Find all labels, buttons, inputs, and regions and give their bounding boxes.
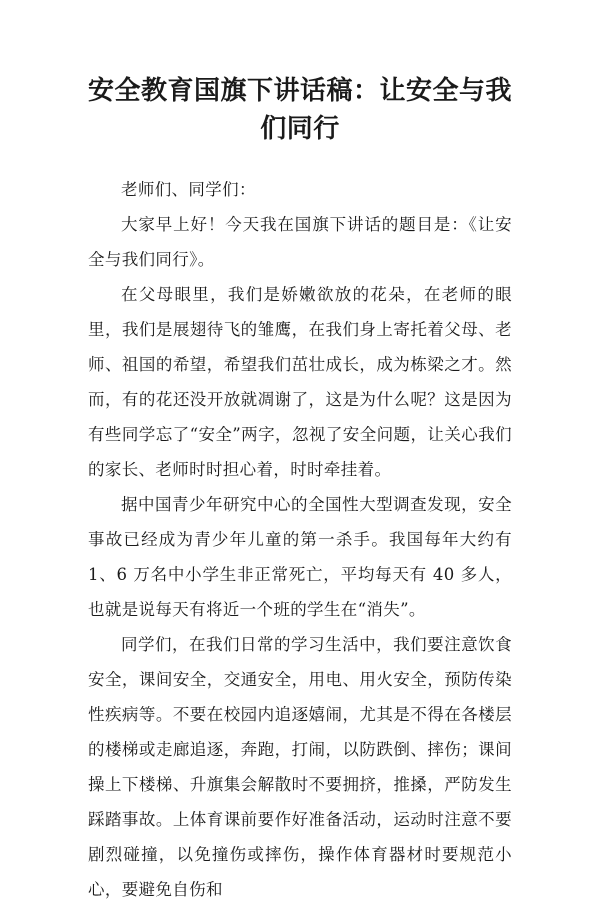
document-title: 安全教育国旗下讲话稿：让安全与我们同行: [88, 76, 513, 144]
body-paragraph: 据中国青少年研究中心的全国性大型调查发现，安全事故已经成为青少年儿童的第一杀手。我国每年大约有 1、6 万名中小学生非正常死亡，平均每天有 40 多人，也就是说每天有将近一个班的学生在“消失”。: [88, 495, 512, 619]
body-paragraph: 同学们，在我们日常的学习生活中，我们要注意饮食安全，课间安全，交通安全，用电、用火安全，预防传染性疾病等。不要在校园内追逐嬉闹，尤其是不得在各楼层的楼梯或走廊追逐，奔跑，打闹，以防跌倒、摔伤；课间操上下楼梯、升旗集会解散时不要拥挤，推搡，严防发生踩踏事故。上体育课前要作好准备活动，运动时注意不要剧烈碰撞，以免撞伤或摔伤，操作体育器材时要规范小心，要避免自伤和: [88, 635, 512, 899]
salutation-paragraph: 老师们、同学们：: [121, 180, 256, 199]
body-paragraph: 在父母眼里，我们是娇嫩欲放的花朵，在老师的眼里，我们是展翅待飞的雏鹰，在我们身上寄托着父母、老师、祖国的希望，希望我们茁壮成长，成为栋梁之才。然而，有的花还没开放就凋谢了，这是为什么呢？这是因为有些同学忘了“安全”两字，忽视了安全问题，让关心我们的家长、老师时时担心着，时时牵挂着。: [88, 285, 512, 479]
document-body: [88, 172, 512, 907]
greeting-paragraph: 大家早上好！今天我在国旗下讲话的题目是：《让安全与我们同行》。: [88, 215, 512, 269]
